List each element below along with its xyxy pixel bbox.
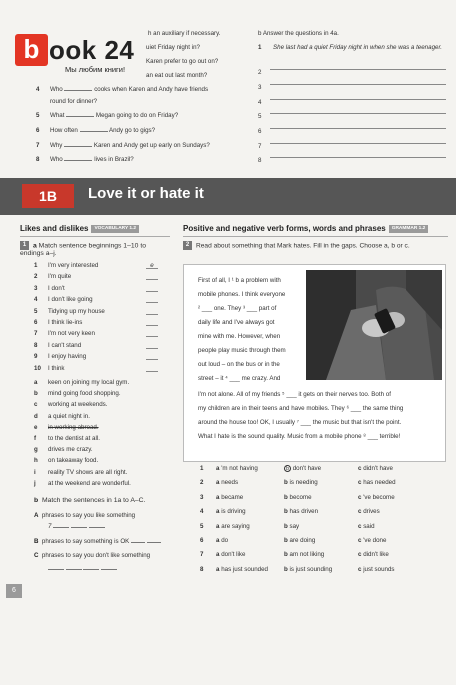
passage-line: street – it ⁴ ___ me crazy. And <box>198 375 281 382</box>
task-2: 2 Read about something that Mark hates. Fill in the gaps. Choose a, b or c. <box>183 241 410 250</box>
option-text: do <box>221 537 229 544</box>
option-letter: b <box>284 537 288 544</box>
option-letter: b <box>284 465 291 472</box>
item-text: I think <box>48 364 65 372</box>
option-letter: b <box>284 565 288 573</box>
item-number: 4 <box>34 296 38 304</box>
option-letter: b <box>284 551 288 559</box>
question-4: 4 Who cooks when Karen and Andy have friends <box>36 86 209 93</box>
item-text: I'm quite <box>48 273 72 281</box>
answer-line[interactable] <box>270 69 446 70</box>
passage-line: daily life and I've always got <box>198 319 275 326</box>
option-letter: a <box>216 479 220 487</box>
option-c[interactable] <box>358 479 396 486</box>
beginning-item <box>34 262 98 269</box>
answer-blank[interactable] <box>80 127 108 132</box>
passage-line: people play music through them <box>198 347 286 354</box>
ending-item <box>34 390 121 397</box>
answer-blank[interactable] <box>64 142 92 147</box>
option-text: don't have <box>292 465 322 472</box>
item-number: 2 <box>34 273 38 281</box>
option-letter: a <box>216 551 220 559</box>
item-number: 10 <box>34 364 41 372</box>
option-number: 2 <box>200 479 204 487</box>
answer-num: 2 <box>258 69 262 76</box>
option-text: has driven <box>289 508 319 516</box>
option-b[interactable] <box>284 494 312 501</box>
item-text: I think lie-ins <box>48 319 83 326</box>
option-c[interactable] <box>358 537 386 544</box>
group-b: B phrases to say something is OK <box>34 538 161 545</box>
answer-num: 8 <box>258 157 262 164</box>
item-number: 8 <box>34 341 38 349</box>
beginning-item <box>34 319 82 326</box>
answer-slot[interactable] <box>146 342 158 349</box>
answer-slot[interactable] <box>146 285 158 292</box>
beginning-item <box>34 296 93 303</box>
answer-num: 6 <box>258 128 262 135</box>
item-text: I enjoy having <box>48 353 87 361</box>
option-letter: c <box>358 493 362 501</box>
passage-line: mobile phones. I think everyone <box>198 291 286 298</box>
logo-letter: b <box>15 34 48 66</box>
item-letter: f <box>34 435 37 442</box>
option-c[interactable] <box>358 465 393 472</box>
option-a[interactable] <box>216 479 238 486</box>
top-left-header: h an auxiliary if necessary. <box>148 30 221 37</box>
group-a: A phrases to say you like something <box>34 512 136 519</box>
question-5: 5 What Megan going to do on Friday? <box>36 112 179 119</box>
option-text: am not liking <box>289 551 325 559</box>
option-a[interactable] <box>216 551 245 558</box>
item-letter: h <box>34 457 38 465</box>
item-text: I'm very interested <box>48 262 99 269</box>
divider <box>20 236 170 237</box>
question-4-cont: round for dinner? <box>50 98 98 105</box>
passage-line: I'm not alone. All of my friends ⁵ ___ it gets on their nerves too. Both of <box>198 391 391 398</box>
option-text: are saying <box>221 522 250 530</box>
option-a[interactable] <box>216 523 250 530</box>
option-c[interactable] <box>358 494 395 501</box>
item-letter: j <box>34 479 36 487</box>
group-a-answer[interactable]: 7 <box>48 523 105 530</box>
option-a[interactable] <box>216 566 268 573</box>
vocab-tag: VOCABULARY 1.2 <box>91 225 139 233</box>
answer-slot[interactable]: e <box>146 262 158 269</box>
beginning-item <box>34 342 81 349</box>
ending-item <box>34 401 108 408</box>
option-number: 4 <box>200 508 204 516</box>
option-text: don't like <box>221 551 246 559</box>
group-c-answer[interactable] <box>48 565 117 572</box>
option-text: has needed <box>363 479 396 487</box>
option-b[interactable] <box>284 523 299 530</box>
item-letter: i <box>34 468 36 476</box>
option-c[interactable] <box>358 523 375 530</box>
item-text: in working abroad. <box>48 423 99 431</box>
option-letter: a <box>216 537 220 544</box>
option-a[interactable] <box>216 494 243 501</box>
passage-line: First of all, I ¹ b a problem with <box>198 277 281 284</box>
option-letter: c <box>358 479 362 487</box>
answer-num: 4 <box>258 99 262 106</box>
item-text: keen on joining my local gym. <box>48 379 130 386</box>
item-letter: b <box>34 390 38 398</box>
divider <box>183 236 448 237</box>
top-right-header: b Answer the questions in 4a. <box>258 30 339 37</box>
item-text: reality TV shows are all right. <box>48 468 128 476</box>
option-letter: a <box>216 493 220 501</box>
question-8: 8 Who lives in Brazil? <box>36 156 134 163</box>
answer-blank[interactable] <box>64 156 92 161</box>
item-text: working at weekends. <box>48 401 108 409</box>
page-number: 6 <box>6 584 22 598</box>
answer-num: 3 <box>258 84 262 91</box>
passage-line: What I hate is the sound quality. Music from a mobile phone ⁸ ___ terrible! <box>198 433 401 440</box>
option-number: 8 <box>200 565 204 573</box>
option-letter: a <box>216 465 220 472</box>
option-number: 1 <box>200 465 204 472</box>
unit-badge: 1B <box>22 184 74 208</box>
option-c[interactable] <box>358 508 380 515</box>
question-6: 6 How often Andy go to gigs? <box>36 127 156 134</box>
option-letter: c <box>358 465 362 472</box>
passage-line: mine with me. However, when <box>198 333 281 340</box>
option-text: needs <box>221 479 239 487</box>
answer-line[interactable] <box>270 84 446 85</box>
ending-item <box>34 469 127 476</box>
beginning-item <box>34 365 65 372</box>
option-letter: c <box>358 522 362 530</box>
option-b[interactable] <box>284 537 315 544</box>
photo-hands-phone <box>306 270 442 380</box>
option-letter: c <box>358 551 362 559</box>
option-number: 6 <box>200 537 204 544</box>
answer-example: She last had a quiet Friday night in when she was a teenager. <box>273 44 443 51</box>
ending-item <box>34 480 131 487</box>
item-text: I don't like going <box>48 296 93 304</box>
item-letter: a <box>34 379 38 386</box>
option-text: drives <box>363 508 380 516</box>
item-number: 3 <box>34 284 38 292</box>
question-7: 7 Why Karen and Andy get up early on Sundays? <box>36 142 210 149</box>
ending-item <box>34 457 98 464</box>
option-b[interactable] <box>284 566 332 573</box>
ending-item <box>34 413 90 420</box>
option-letter: c <box>358 537 362 544</box>
answer-line[interactable] <box>270 99 446 100</box>
passage-line: my children are in their teens and have mobiles. They ⁶ ___ the same thing <box>198 405 404 412</box>
item-text: drives me crazy. <box>48 446 93 454</box>
answer-line[interactable] <box>270 143 446 144</box>
option-c[interactable] <box>358 551 389 558</box>
option-text: didn't like <box>363 551 389 559</box>
logo-word: ook 24 <box>49 35 135 65</box>
answer-slot[interactable] <box>146 296 158 303</box>
passage-line: ² ___ one. They ³ ___ part of <box>198 305 277 312</box>
answer-slot[interactable] <box>146 330 158 337</box>
beginning-item <box>34 273 71 280</box>
option-c[interactable] <box>358 566 395 573</box>
answer-blank[interactable] <box>66 112 94 117</box>
beginning-item <box>34 353 86 360</box>
answer-slot[interactable] <box>146 365 158 372</box>
answer-num: 7 <box>258 143 262 150</box>
item-text: at the weekend are wonderful. <box>48 479 131 487</box>
question-1: uiet Friday night in? <box>146 44 200 51</box>
answer-line[interactable] <box>270 128 446 129</box>
answer-slot[interactable] <box>146 273 158 280</box>
group-c: C phrases to say you don't like something <box>34 552 151 559</box>
item-text: to the dentist at all. <box>48 435 100 442</box>
answer-slot[interactable] <box>146 353 158 360</box>
task-1b: b Match the sentences in 1a to A–C. <box>34 497 146 504</box>
item-number: 5 <box>34 307 38 315</box>
option-letter: c <box>358 508 362 516</box>
option-text: said <box>363 522 375 530</box>
ending-item <box>34 446 93 453</box>
option-a[interactable] <box>216 465 258 472</box>
item-text: a quiet night in. <box>48 412 90 420</box>
answer-blank[interactable] <box>64 86 92 91</box>
item-text: I can't stand <box>48 341 82 349</box>
beginning-item <box>34 330 95 337</box>
option-a[interactable] <box>216 537 228 544</box>
option-text: became <box>221 493 244 501</box>
option-letter: b <box>284 522 288 530</box>
ending-item <box>34 435 100 442</box>
option-b[interactable] <box>284 508 318 515</box>
unit-title: Love it or hate it <box>88 185 204 202</box>
answer-slot[interactable] <box>146 319 158 326</box>
option-text: say <box>289 522 300 530</box>
option-text: are doing <box>289 537 316 544</box>
answer-slot[interactable] <box>146 308 158 315</box>
option-text: has just sounded <box>221 565 268 573</box>
answer-line[interactable] <box>270 157 446 158</box>
item-text: I'm not very keen <box>48 330 95 338</box>
option-letter: a <box>216 522 220 530</box>
option-letter: b <box>284 493 288 501</box>
option-letter: a <box>216 508 220 516</box>
item-letter: d <box>34 412 38 420</box>
item-text: I don't <box>48 284 65 292</box>
answer-1: 1 <box>258 44 262 51</box>
option-letter: a <box>216 565 220 573</box>
option-text: is needing <box>289 479 318 487</box>
option-number: 3 <box>200 493 204 501</box>
grammar-tag: GRAMMAR 1.2 <box>389 225 429 233</box>
item-number: 9 <box>34 353 38 361</box>
item-letter: c <box>34 401 38 409</box>
ending-item <box>34 379 129 386</box>
option-text: just sounds <box>363 565 395 573</box>
item-text: Tidying up my house <box>48 307 105 315</box>
grammar-section-title: Positive and negative verb forms, words and phrases GRAMMAR 1.2 <box>183 224 428 233</box>
option-number: 7 <box>200 551 204 559</box>
option-text: is just sounding <box>289 565 333 573</box>
answer-num: 5 <box>258 113 262 120</box>
option-a[interactable] <box>216 508 246 515</box>
option-text: become <box>289 493 312 501</box>
option-b[interactable] <box>284 479 318 486</box>
passage-line: around the house too! OK, I usually ⁷ ___ the music but that isn't the point. <box>198 419 402 426</box>
option-text: didn't have <box>363 465 393 472</box>
option-letter: b <box>284 508 288 516</box>
option-letter: b <box>284 479 288 487</box>
option-text: 'm not having <box>221 465 258 472</box>
beginning-item <box>34 308 105 315</box>
option-b[interactable] <box>284 551 324 558</box>
option-text: 've done <box>363 537 387 544</box>
option-number: 5 <box>200 522 204 530</box>
item-number: 6 <box>34 319 38 326</box>
question-3: an eat out last month? <box>146 72 208 79</box>
item-letter: g <box>34 446 38 454</box>
option-text: 've become <box>363 493 395 501</box>
beginning-item <box>34 285 65 292</box>
item-letter: e <box>34 423 38 431</box>
item-number: 7 <box>34 330 38 338</box>
passage-line: out loud – on the bus or in the <box>198 361 280 368</box>
vocab-section-title: Likes and dislikes VOCABULARY 1.2 <box>20 224 139 233</box>
photo-mobile-phone <box>306 270 442 380</box>
item-number: 1 <box>34 262 38 269</box>
ending-item <box>34 424 99 431</box>
logo-tagline: Мы любим книги! <box>65 65 126 74</box>
item-text: mind going food shopping. <box>48 390 121 398</box>
option-letter: c <box>358 565 362 573</box>
task-1a: 1 a Match sentence beginnings 1–10 to endings a–j. <box>20 242 146 258</box>
option-b[interactable] <box>284 465 321 472</box>
answer-line[interactable] <box>270 113 446 114</box>
item-text: on takeaway food. <box>48 457 99 465</box>
question-2: Karen prefer to go out on? <box>146 58 219 65</box>
option-text: is driving <box>221 508 246 516</box>
